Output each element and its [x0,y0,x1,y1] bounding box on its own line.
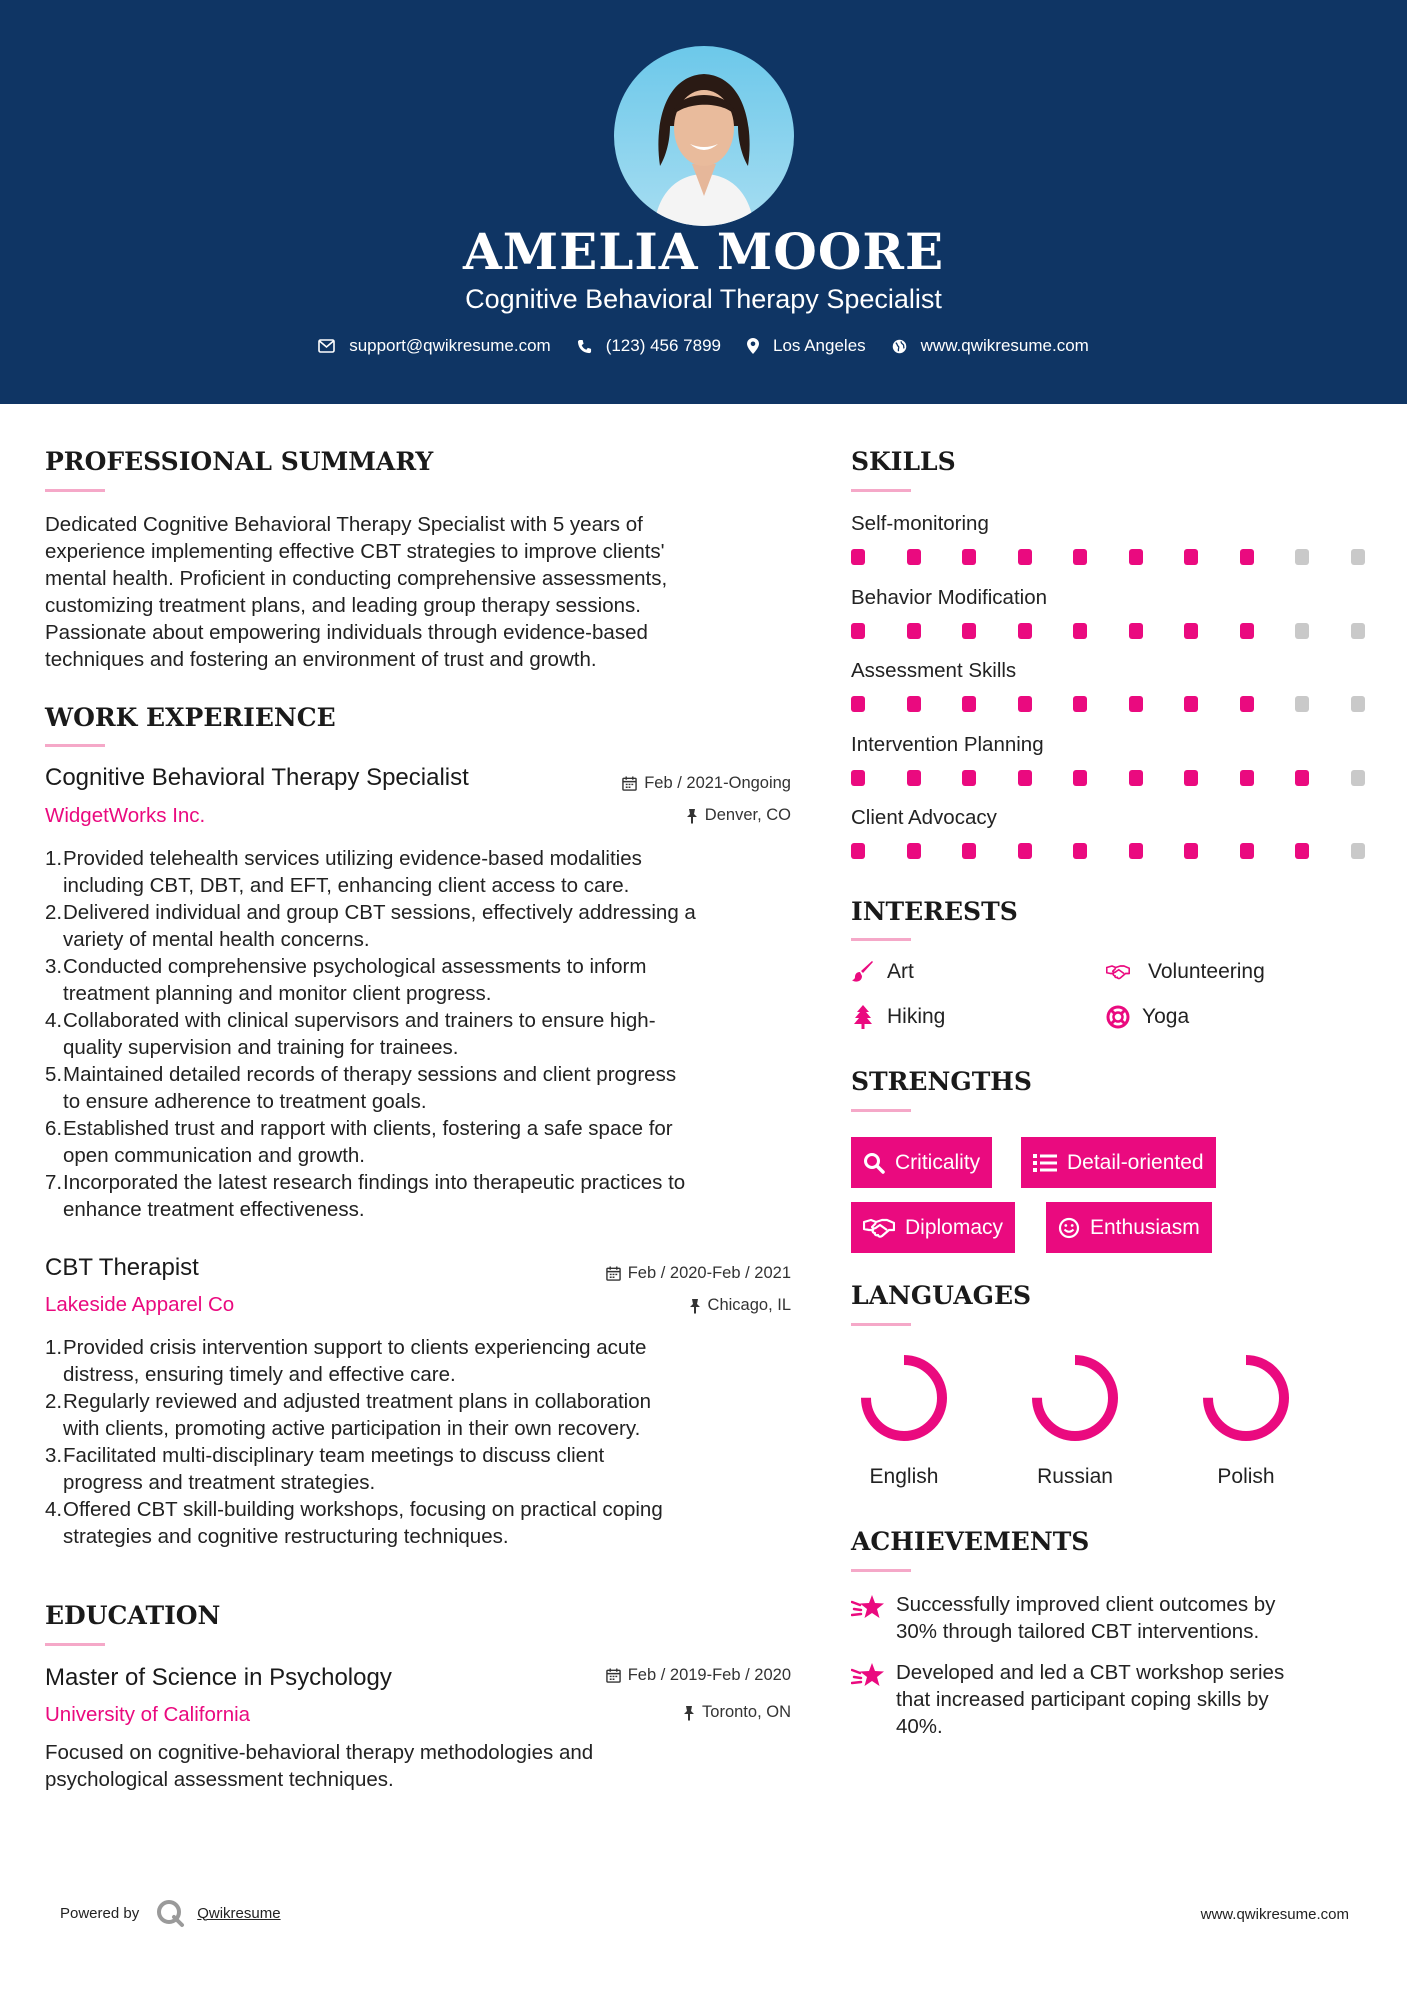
smile-icon [1058,1217,1080,1239]
education-heading: EDUCATION [45,1601,221,1630]
interest-label: Volunteering [1148,960,1265,983]
list-item: 6. Established trust and rapport with clients, fostering a safe space for open communication and growth. [45,1117,673,1167]
skill-dot-filled [1240,549,1254,565]
skill-dot-filled [907,696,921,712]
contact-website[interactable] [892,336,1089,356]
achievements-rule [851,1569,911,1572]
skill-dot-filled [1240,843,1254,859]
powered-by-text: Powered by [60,1904,140,1922]
skill-dot-filled [1129,549,1143,565]
list-item: 1. Provided telehealth services utilizing evidence-based modalities including CBT, DBT, and EFT, enhancing client access to care. [45,847,642,897]
avatar-portrait [614,46,794,226]
skill-dot-filled [1129,843,1143,859]
education-rule [45,1643,105,1646]
envelope-icon [318,339,335,353]
skill-dot-filled [1240,696,1254,712]
skill-dot-filled [1073,770,1087,786]
footer-powered-by [60,1898,281,1928]
skill-dot-filled [907,843,921,859]
work-heading: WORK EXPERIENCE [45,703,336,732]
skill-rating [851,623,1371,639]
skill-label: Intervention Planning [851,732,1044,756]
interest-yoga [1106,1005,1189,1029]
avatar [614,46,794,226]
strength-chip-enthusiasm [1046,1202,1212,1253]
skill-label: Behavior Modification [851,585,1047,609]
skill-dot-filled [851,696,865,712]
skill-dot-filled [1018,549,1032,565]
education-location [531,1703,791,1722]
skill-dot-empty [1295,623,1309,639]
languages-rule [851,1323,911,1326]
globe-icon [892,339,907,354]
language-label: Russian [1037,1465,1113,1488]
skill-dot-filled [907,770,921,786]
skill-dot-filled [907,549,921,565]
job-bullets [45,1334,805,1550]
interest-volunteering [1106,960,1265,984]
skill-dot-empty [1351,843,1365,859]
pushpin-icon [689,1298,701,1314]
skill-rating [851,770,1371,786]
education-location-text: Toronto, ON [702,1703,791,1721]
strengths-rule [851,1109,911,1112]
skill-dot-filled [1240,623,1254,639]
shooting-star-icon [851,1593,885,1621]
skill-dot-filled [851,549,865,565]
skill-dot-filled [1073,549,1087,565]
skill-dot-filled [851,770,865,786]
strengths-heading: STRENGTHS [851,1067,1032,1096]
summary-line: techniques and fostering an environment of trust and growth. [45,648,597,671]
summary-line: experience implementing effective CBT strategies to improve clients' [45,540,665,563]
language-level-arc [1037,1360,1113,1436]
job-location-text: Chicago, IL [707,1296,791,1314]
lifebuoy-icon [1106,1005,1130,1029]
list-item: 1. Provided crisis intervention support to clients experiencing acute distress, ensuring timely and effective care. [45,1336,647,1386]
interests-rule [851,938,911,941]
skill-dot-filled [1073,843,1087,859]
job-location-text: Denver, CO [704,806,791,824]
job-location [531,1296,791,1315]
job-date-text: Feb / 2021-Ongoing [644,774,791,792]
skill-dot-filled [1184,549,1198,565]
skill-dot-filled [1073,696,1087,712]
achievement-line: that increased participant coping skills by [896,1688,1269,1711]
skill-dot-filled [907,623,921,639]
contact-email-text: support@qwikresume.com [349,336,551,355]
interest-label: Hiking [887,1005,946,1028]
job-date-text: Feb / 2020-Feb / 2021 [627,1264,791,1282]
skill-dot-filled [1129,770,1143,786]
summary-line: mental health. Proficient in conducting comprehensive assessments, [45,567,668,590]
skill-dot-empty [1351,770,1365,786]
interest-label: Yoga [1142,1005,1190,1028]
job-company: Lakeside Apparel Co [45,1293,235,1316]
skill-dot-empty [1295,696,1309,712]
qwikresume-logo-icon [155,1898,185,1928]
contact-bar [0,336,1407,356]
languages-heading: LANGUAGES [851,1281,1032,1310]
skill-dot-filled [851,843,865,859]
language-level-arc [866,1360,942,1436]
skill-dot-filled [962,623,976,639]
job-title: CBT Therapist [45,1254,199,1281]
interests-heading: INTERESTS [851,897,1018,926]
shooting-star-icon [851,1661,885,1689]
strength-chip-detail-oriented [1021,1137,1216,1188]
skill-dot-filled [962,770,976,786]
pushpin-icon [683,1705,695,1721]
summary-line: Passionate about empowering individuals through evidence-based [45,621,648,644]
handshake-icon [863,1218,895,1238]
search-icon [863,1152,885,1174]
job-date [531,1264,791,1283]
skill-dot-empty [1351,549,1365,565]
strength-label: Diplomacy [905,1215,1004,1239]
education-line: psychological assessment techniques. [45,1768,394,1791]
summary-heading: PROFESSIONAL SUMMARY [45,447,434,476]
summary-text [45,511,805,673]
skill-label: Assessment Skills [851,659,1017,682]
education-description [45,1739,805,1793]
map-pin-icon [747,338,759,354]
contact-location [747,336,866,356]
strength-chip-criticality [851,1137,992,1188]
strength-label: Criticality [895,1150,981,1174]
summary-line: customizing treatment plans, and leading group therapy sessions. [45,594,641,617]
phone-icon [577,339,592,354]
skill-rating [851,843,1371,859]
achievements-heading: ACHIEVEMENTS [851,1527,1090,1556]
language-level-arc [1208,1360,1284,1436]
footer-site[interactable]: www.qwikresume.com [1200,1906,1349,1923]
summary-rule [45,489,105,492]
language-label: Polish [1217,1465,1275,1488]
list-item: 4. Collaborated with clinical supervisors and trainers to ensure high- quality supervision and training for trainees. [45,1009,656,1059]
achievement-line: 40%. [896,1715,943,1738]
contact-phone[interactable] [577,336,721,356]
skill-dot-filled [1129,623,1143,639]
skill-dot-filled [1184,696,1198,712]
skill-dot-filled [1018,623,1032,639]
work-rule [45,744,105,747]
job-title: Cognitive Behavioral Therapy Specialist [45,764,469,791]
contact-email[interactable] [318,336,551,356]
interest-label: Art [887,960,914,983]
contact-phone-text: (123) 456 7899 [605,336,722,355]
interest-hiking [851,1005,945,1029]
list-icon [1033,1153,1057,1173]
skill-dot-filled [1240,770,1254,786]
tree-icon [853,1005,873,1029]
calendar-icon [606,1266,621,1281]
skill-dot-filled [1184,770,1198,786]
skill-dot-filled [1018,843,1032,859]
skill-dot-filled [1018,770,1032,786]
language-level-ring [1200,1352,1292,1444]
skill-dot-filled [851,623,865,639]
achievement-item [851,1591,1351,1645]
language-level-ring [1029,1352,1121,1444]
list-item: 4. Offered CBT skill-building workshops, focusing on practical coping strategies and cognitive restructuring techniques. [45,1498,663,1548]
skill-dot-filled [962,843,976,859]
contact-website-text: www.qwikresume.com [920,336,1089,355]
handshake-icon [1106,962,1130,982]
paintbrush-icon [851,961,875,983]
skill-dot-filled [1073,623,1087,639]
education-date-text: Feb / 2019-Feb / 2020 [627,1666,791,1684]
qwikresume-link[interactable]: Qwikresume [197,1904,281,1922]
list-item: 2. Delivered individual and group CBT sessions, effectively addressing a variety of mental health concerns. [45,901,696,951]
skill-dot-filled [1295,770,1309,786]
skill-dot-empty [1351,696,1365,712]
calendar-icon [622,776,637,791]
list-item: 7. Incorporated the latest research findings into therapeutic practices to enhance treatment effectiveness. [45,1171,686,1221]
achievement-item [851,1659,1351,1740]
list-item: 2. Regularly reviewed and adjusted treatment plans in collaboration with clients, promoting active participation in their own recovery. [45,1390,652,1440]
list-item: 5. Maintained detailed records of therapy sessions and client progress to ensure adherence to treatment goals. [45,1063,677,1113]
summary-line: Dedicated Cognitive Behavioral Therapy Specialist with 5 years of [45,513,643,536]
strength-chip-diplomacy [851,1202,1015,1253]
calendar-icon [606,1668,621,1683]
language-label: English [869,1465,939,1488]
skill-dot-empty [1295,549,1309,565]
skill-dot-filled [1018,696,1032,712]
skill-dot-filled [1129,696,1143,712]
pushpin-icon [686,808,698,824]
contact-location-text: Los Angeles [773,336,866,355]
skill-dot-filled [962,696,976,712]
candidate-name: AMELIA MOORE [462,222,945,281]
skill-dot-empty [1351,623,1365,639]
language-level-ring [858,1352,950,1444]
job-location [531,806,791,825]
education-date [531,1666,791,1685]
job-company: WidgetWorks Inc. [45,804,206,827]
strength-label: Detail-oriented [1067,1150,1204,1174]
job-date [531,774,791,793]
list-item: 3. Conducted comprehensive psychological assessments to inform treatment planning and monitor client progress. [45,955,647,1005]
education-school: University of California [45,1703,251,1726]
achievement-line: Developed and led a CBT workshop series [896,1661,1285,1684]
education-line: Focused on cognitive-behavioral therapy methodologies and [45,1741,594,1764]
achievement-line: 30% through tailored CBT interventions. [896,1620,1260,1643]
skills-rule [851,489,911,492]
strength-label: Enthusiasm [1090,1215,1200,1239]
job-bullets [45,845,805,1223]
interest-art [851,960,914,984]
skills-heading: SKILLS [851,447,956,476]
skill-dot-filled [962,549,976,565]
skill-rating [851,549,1371,565]
skill-label: Self-monitoring [851,512,989,535]
skill-dot-filled [1184,623,1198,639]
skill-dot-filled [1184,843,1198,859]
education-degree: Master of Science in Psychology [45,1664,392,1691]
skill-label: Client Advocacy [851,806,997,829]
skill-rating [851,696,1371,712]
candidate-title: Cognitive Behavioral Therapy Specialist [465,284,942,314]
skill-dot-filled [1295,843,1309,859]
resume-header [0,0,1407,404]
list-item: 3. Facilitated multi-disciplinary team meetings to discuss client progress and treatment strategies. [45,1444,605,1494]
achievement-line: Successfully improved client outcomes by [896,1593,1276,1616]
